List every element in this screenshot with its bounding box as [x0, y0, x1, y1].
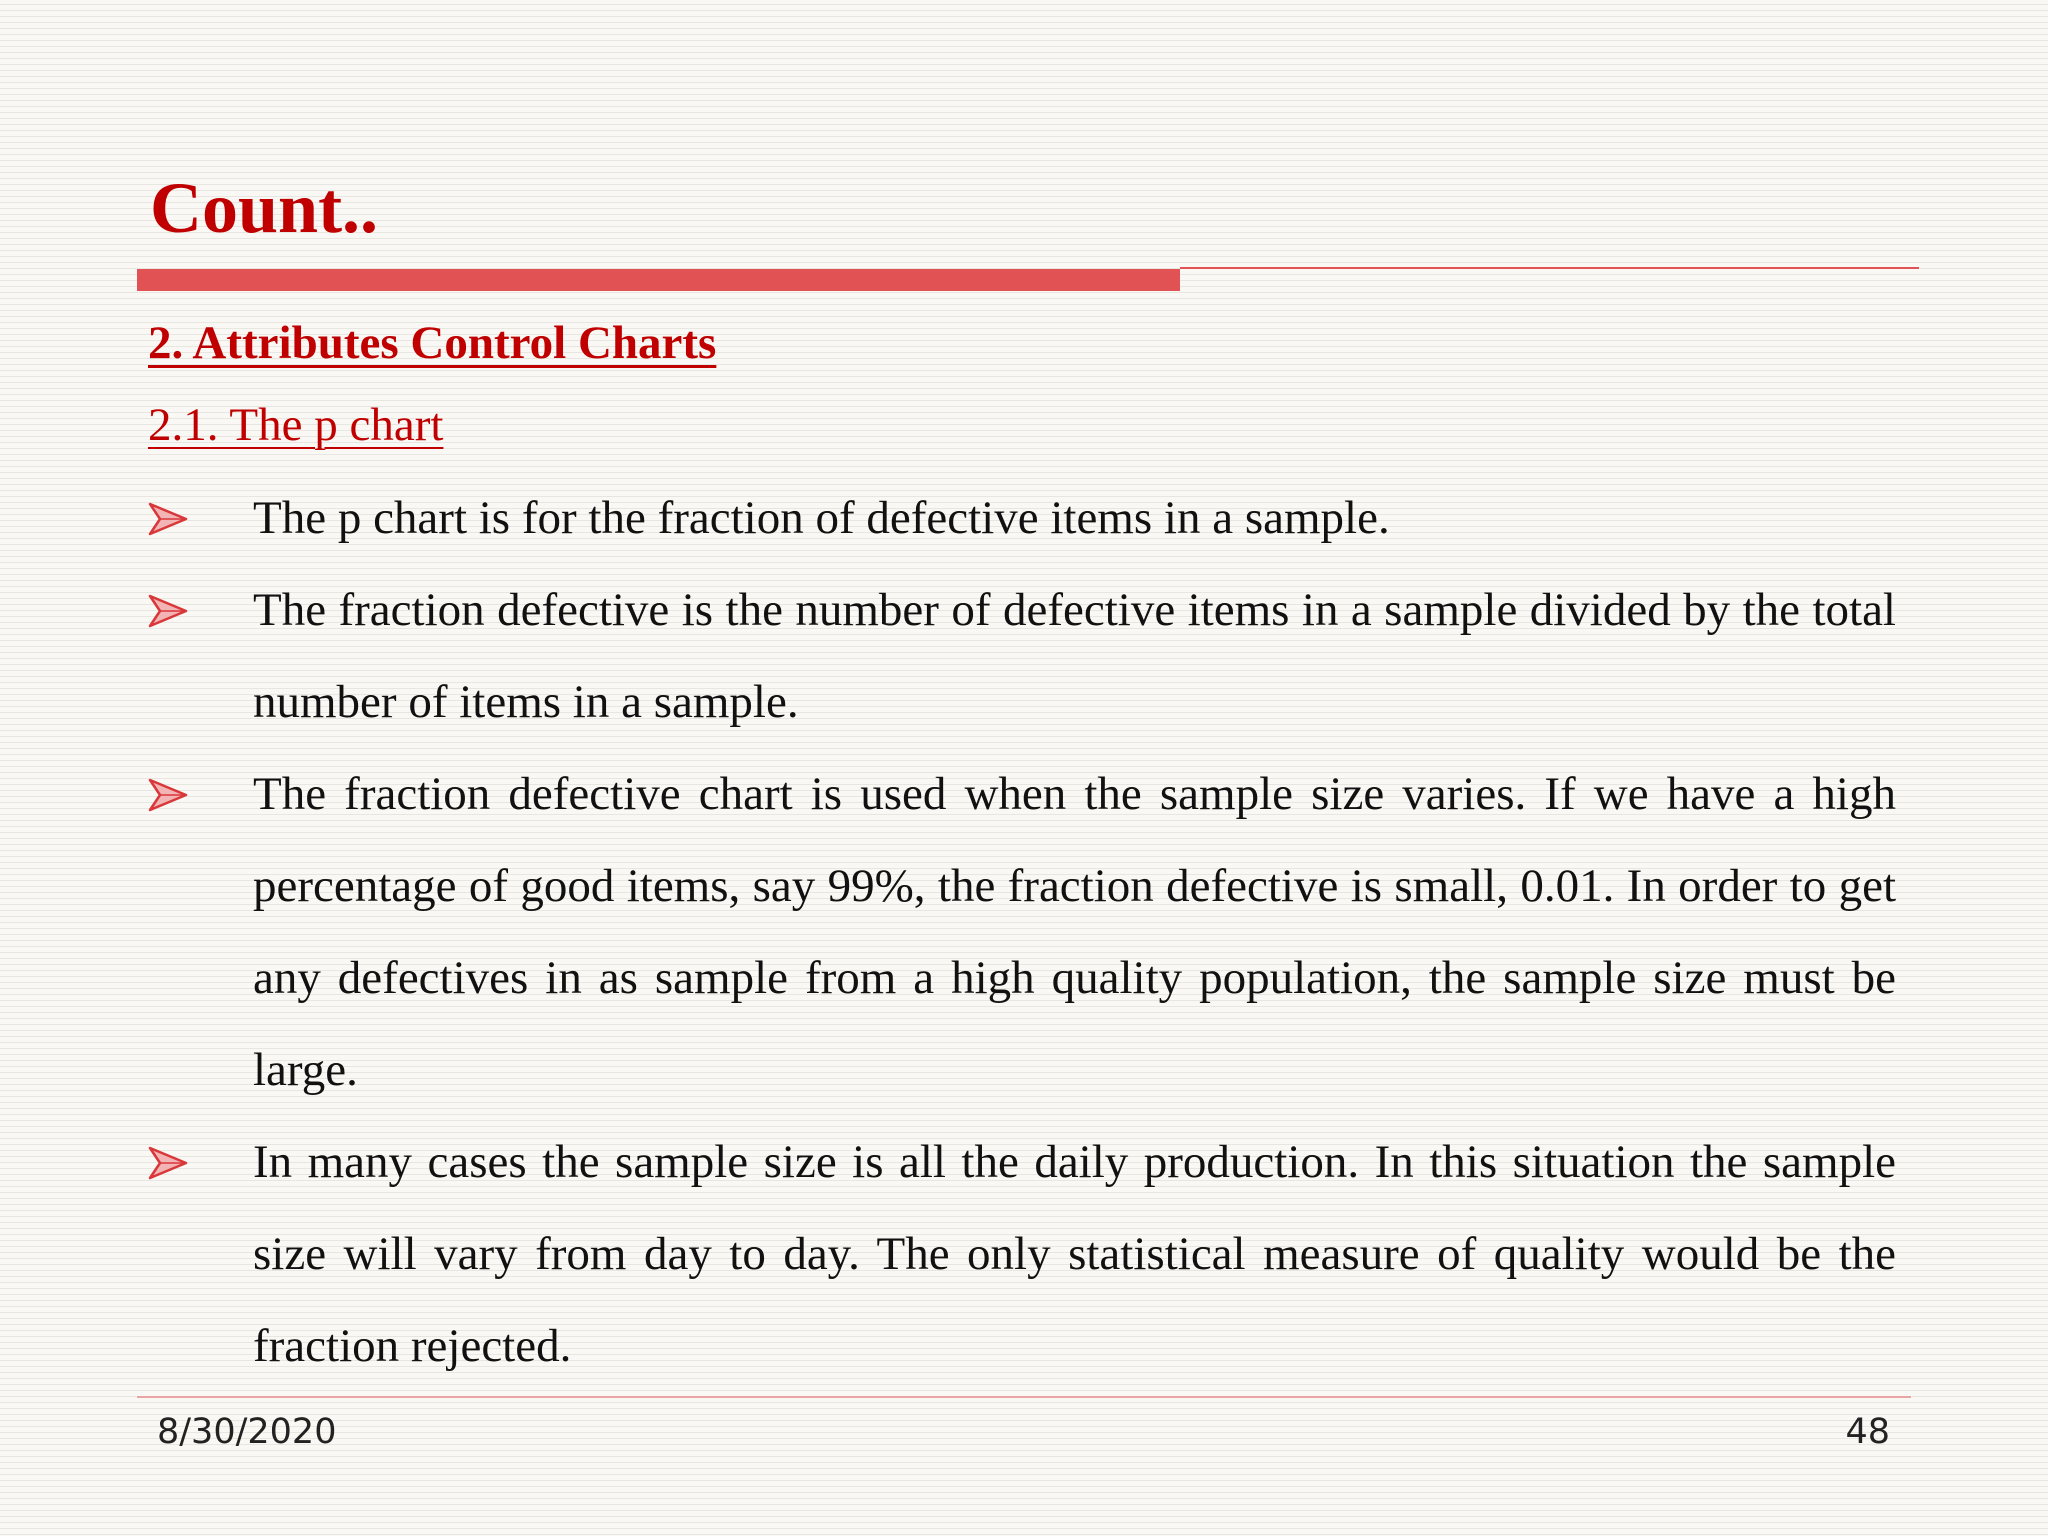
bullet-text: In many cases the sample size is all the daily production. In this situation the sample size will vary from day to day. The only statistical measure of quality would be the fraction rejected.: [253, 1136, 1896, 1372]
bullet-item: [148, 472, 1896, 564]
arrow-bullet-icon: [148, 778, 188, 812]
page-number: 48: [1845, 1412, 1890, 1452]
arrow-bullet-icon: [148, 502, 188, 536]
bullet-item: [148, 564, 1896, 748]
title-underline-bar: [137, 269, 1180, 291]
footer-divider: [137, 1396, 1911, 1398]
title-underline-rule: [1180, 267, 1919, 269]
bullet-text: The fraction defective is the number of defective items in a sample divided by the total number of items in a sample.: [253, 584, 1896, 728]
slide-title: Count..: [150, 168, 379, 248]
bullet-item: [148, 748, 1896, 1116]
bullet-text: The fraction defective chart is used when the sample size varies. If we have a high percentage of good items, say 99%, the fraction defective is small, 0.01. In order to get any defectives in as sample from a high quality population, the sample size must be large.: [253, 768, 1896, 1096]
bullet-item: [148, 1116, 1896, 1392]
subsection-heading: 2.1. The p chart: [148, 399, 444, 451]
footer-date: 8/30/2020: [157, 1412, 337, 1452]
section-heading: 2. Attributes Control Charts: [148, 317, 717, 369]
bullet-list: [148, 472, 1896, 1392]
arrow-bullet-icon: [148, 1146, 188, 1180]
arrow-bullet-icon: [148, 594, 188, 628]
bullet-text: The p chart is for the fraction of defective items in a sample.: [253, 492, 1390, 544]
